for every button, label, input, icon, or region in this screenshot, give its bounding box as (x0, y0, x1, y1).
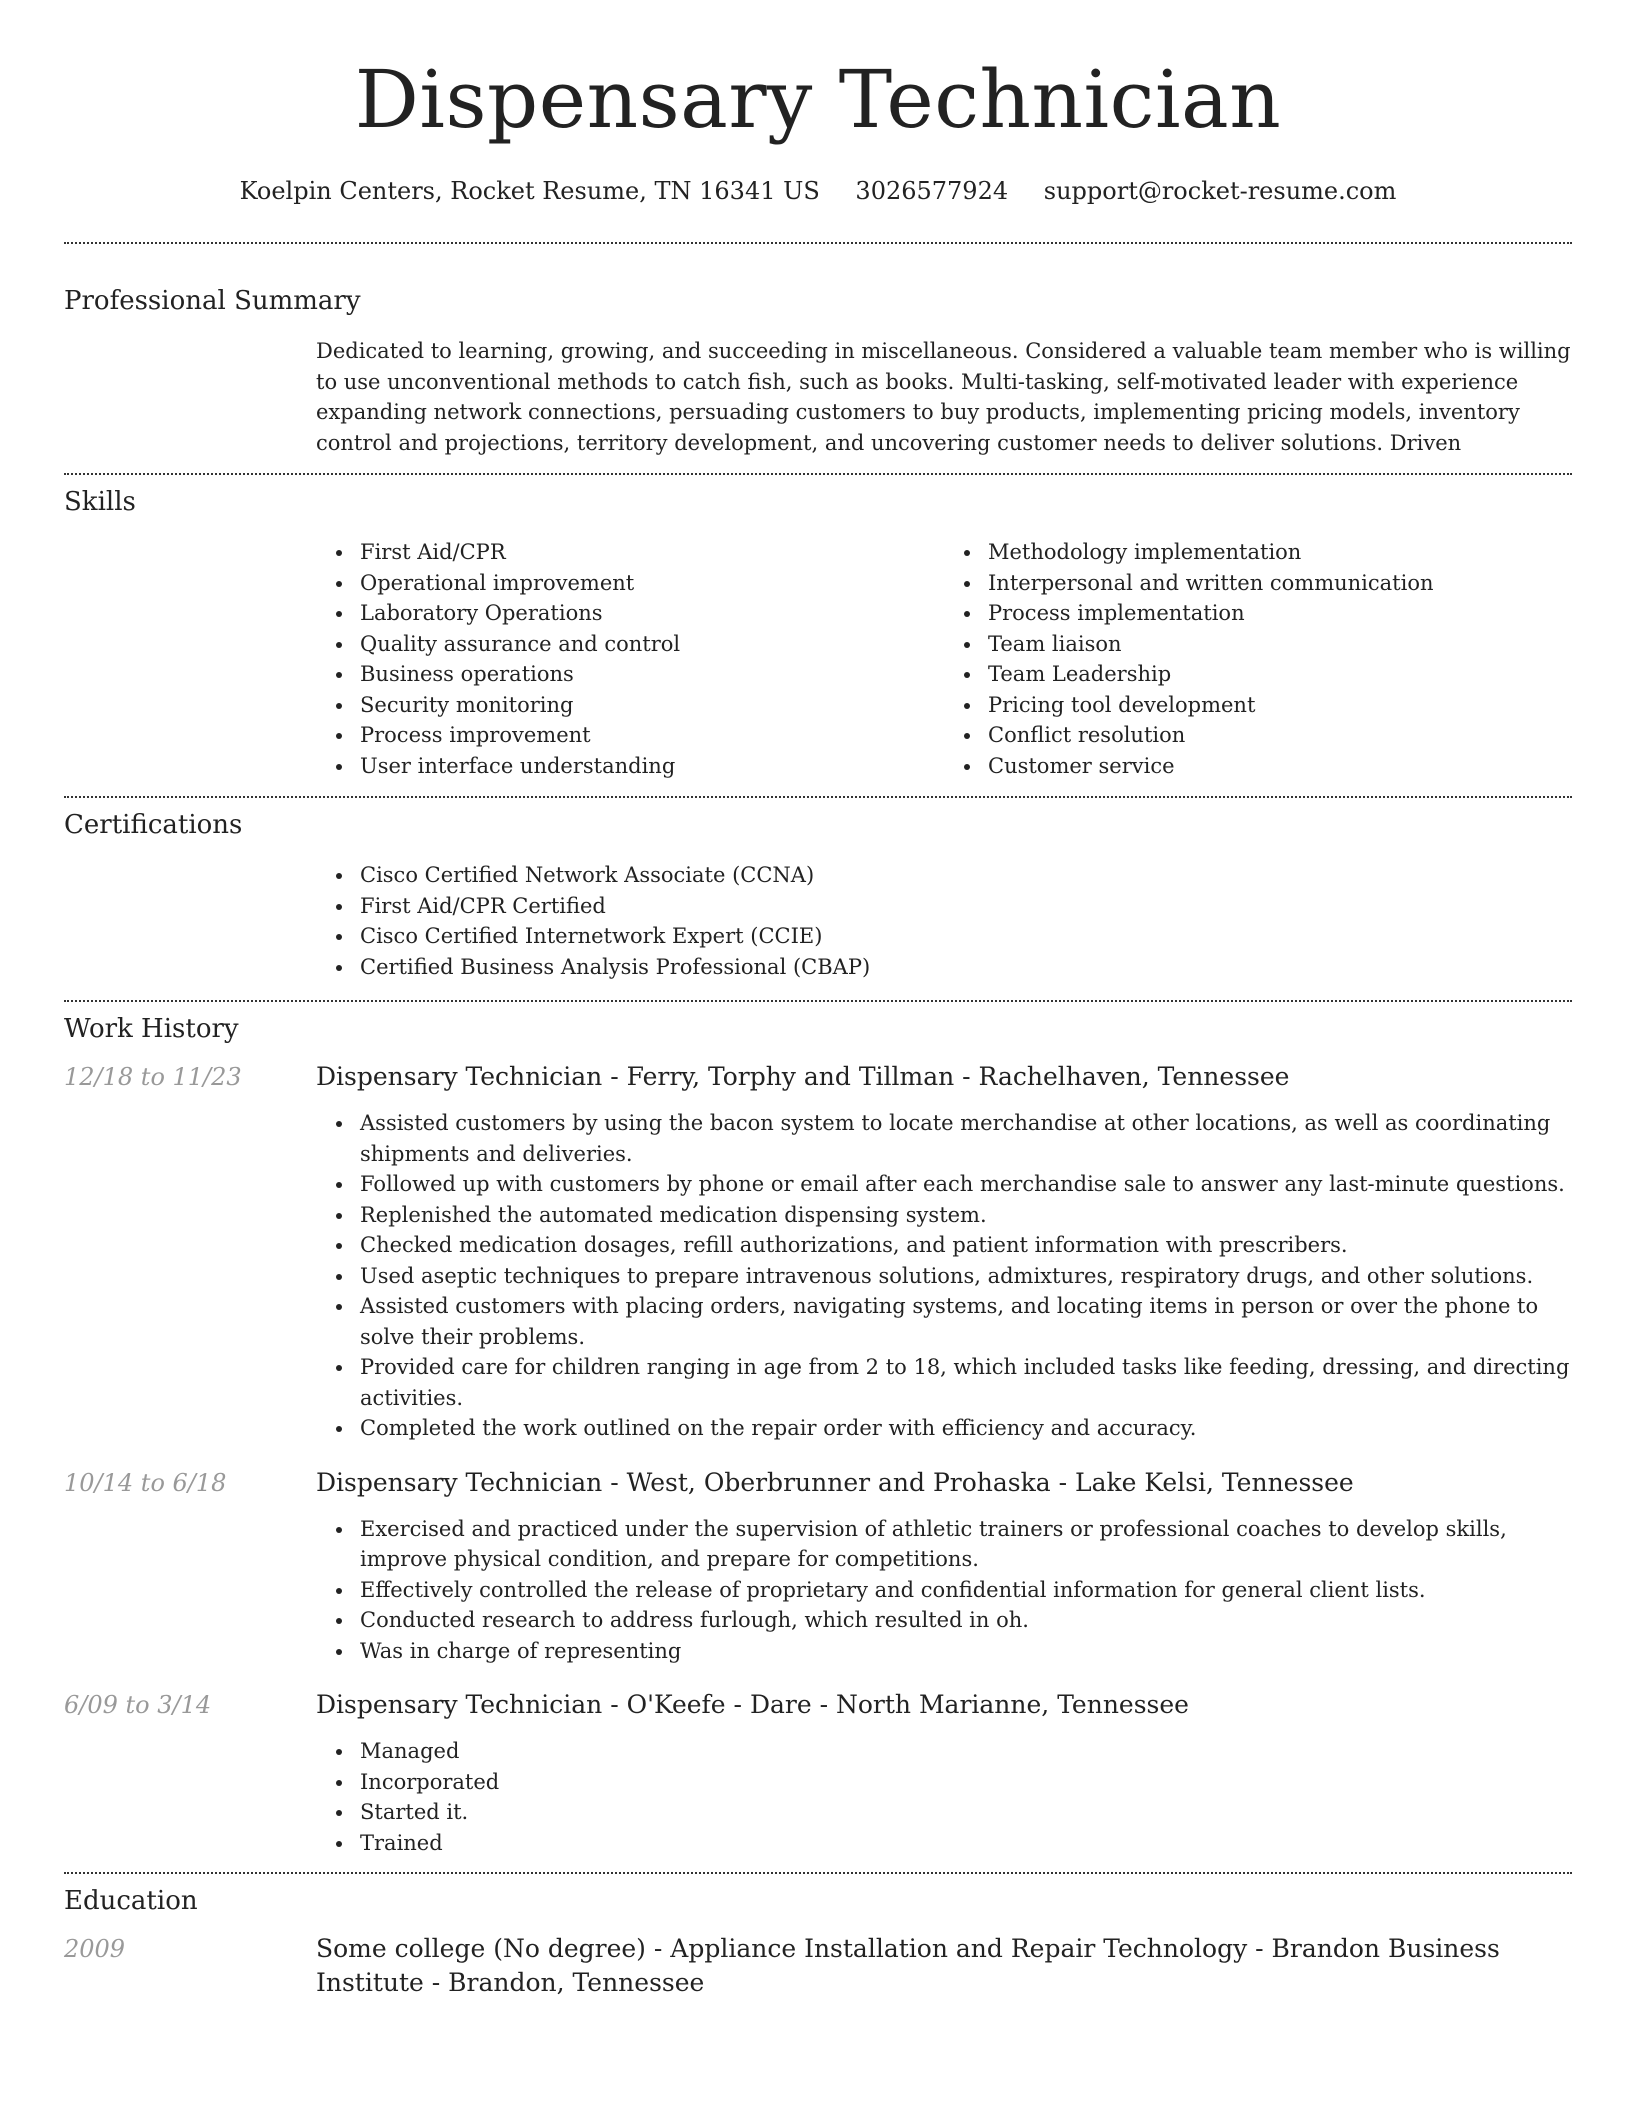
job-bullets (360, 1108, 1572, 1444)
list-item: Followed up with customers by phone or email after each merchandise sale to answer any last-minute questions. (360, 1169, 1572, 1200)
list-item: Completed the work outlined on the repair order with efficiency and accuracy. (360, 1413, 1572, 1444)
list-item: Team liaison (988, 629, 1572, 660)
list-item: Cisco Certified Network Associate (CCNA) (360, 860, 1572, 891)
list-item: Interpersonal and written communication (988, 568, 1572, 599)
list-item: Process implementation (988, 598, 1572, 629)
list-item: Quality assurance and control (360, 629, 944, 660)
skills-list-right (988, 537, 1572, 781)
job-list (64, 1060, 1572, 1858)
section-summary (64, 284, 1572, 458)
section-work-history (64, 1012, 1572, 1858)
list-item: Certified Business Analysis Professional (CBAP) (360, 952, 1572, 983)
section-certifications (64, 808, 1572, 982)
list-item: Process improvement (360, 720, 944, 751)
skills-grid (316, 537, 1572, 781)
list-item: Pricing tool development (988, 690, 1572, 721)
list-item: First Aid/CPR (360, 537, 944, 568)
certifications-content (316, 860, 1572, 982)
section-title-skills: Skills (64, 487, 136, 517)
job-bullets (360, 1514, 1572, 1667)
list-item: Business operations (360, 659, 944, 690)
job-entry (64, 1466, 1572, 1667)
divider (64, 242, 1572, 244)
list-item: Conflict resolution (988, 720, 1572, 751)
resume-page (64, 0, 1572, 2000)
job-body (316, 1060, 1572, 1444)
education-body (316, 1932, 1572, 2000)
job-entry (64, 1688, 1572, 1858)
education-dates: 2009 (64, 1935, 126, 1963)
section-title-work: Work History (64, 1014, 239, 1044)
job-dates: 6/09 to 3/14 (64, 1691, 212, 1719)
list-item: User interface understanding (360, 751, 944, 782)
divider (64, 1000, 1572, 1002)
job-body (316, 1688, 1572, 1858)
list-item: Managed (360, 1736, 1572, 1767)
candidate-name: Dispensary Technician (354, 53, 1282, 146)
list-item: Used aseptic techniques to prepare intravenous solutions, admixtures, respiratory drugs, and other solutions. (360, 1261, 1572, 1292)
contact-line (64, 175, 1572, 207)
list-item: Methodology implementation (988, 537, 1572, 568)
divider (64, 796, 1572, 798)
section-title-education: Education (64, 1886, 198, 1916)
list-item: Checked medication dosages, refill authorizations, and patient information with prescribers. (360, 1230, 1572, 1261)
list-item: Team Leadership (988, 659, 1572, 690)
list-item: Trained (360, 1828, 1572, 1859)
list-item: Operational improvement (360, 568, 944, 599)
list-item: Started it. (360, 1797, 1572, 1828)
list-item: Assisted customers by using the bacon system to locate merchandise at other locations, as well as coordinating shipments and deliveries. (360, 1108, 1572, 1169)
education-list (64, 1932, 1572, 2000)
job-dates: 10/14 to 6/18 (64, 1468, 227, 1497)
education-entry (64, 1932, 1572, 2000)
contact-email: support@rocket-resume.com (1043, 177, 1397, 205)
divider (64, 1872, 1572, 1874)
section-education (64, 1884, 1572, 2000)
list-item: Provided care for children ranging in age from 2 to 18, which included tasks like feeding, dressing, and directing activities. (360, 1352, 1572, 1413)
list-item: First Aid/CPR Certified (360, 891, 1572, 922)
list-item: Laboratory Operations (360, 598, 944, 629)
list-item: Replenished the automated medication dispensing system. (360, 1200, 1572, 1231)
section-title-summary: Professional Summary (64, 286, 361, 316)
list-item: Cisco Certified Internetwork Expert (CCIE) (360, 921, 1572, 952)
list-item: Incorporated (360, 1767, 1572, 1798)
list-item: Security monitoring (360, 690, 944, 721)
job-bullets (360, 1736, 1572, 1858)
job-body (316, 1466, 1572, 1667)
skills-list-left (360, 537, 944, 781)
contact-address: Koelpin Centers, Rocket Resume, TN 16341 US (239, 177, 820, 205)
list-item: Was in charge of representing (360, 1636, 1572, 1667)
list-item: Customer service (988, 751, 1572, 782)
job-title: Dispensary Technician - West, Oberbrunner and Prohaska - Lake Kelsi, Tennessee (316, 1467, 1354, 1497)
job-title: Dispensary Technician - Ferry, Torphy and Tillman - Rachelhaven, Tennessee (316, 1062, 1290, 1091)
job-dates: 12/18 to 11/23 (64, 1063, 242, 1091)
section-title-certifications: Certifications (64, 810, 243, 840)
list-item: Assisted customers with placing orders, navigating systems, and locating items in person or over the phone to solve their problems. (360, 1291, 1572, 1352)
contact-phone: 3026577924 (855, 177, 1009, 205)
education-title: Some college (No degree) - Appliance Installation and Repair Technology - Brandon Business Institute - Brandon, Tennessee (316, 1934, 1500, 1997)
job-entry (64, 1060, 1572, 1444)
summary-text: Dedicated to learning, growing, and succeeding in miscellaneous. Considered a valuable team member who is willing to use unconventional methods to catch fish, such as books. Multi-tasking, self-motivated leader with experience expanding network connections, persuading customers to buy products, implementing pricing models, inventory control and projections, territory development, and uncovering customer needs to deliver solutions. Driven (316, 339, 1571, 455)
list-item: Conducted research to address furlough, which resulted in oh. (360, 1605, 1572, 1636)
list-item: Exercised and practiced under the supervision of athletic trainers or professional coaches to develop skills, improve physical condition, and prepare for competitions. (360, 1514, 1572, 1575)
section-skills (64, 485, 1572, 781)
certifications-list (360, 860, 1572, 982)
divider (64, 473, 1572, 475)
job-title: Dispensary Technician - O'Keefe - Dare - North Marianne, Tennessee (316, 1690, 1189, 1719)
list-item: Effectively controlled the release of proprietary and confidential information for general client lists. (360, 1575, 1572, 1606)
